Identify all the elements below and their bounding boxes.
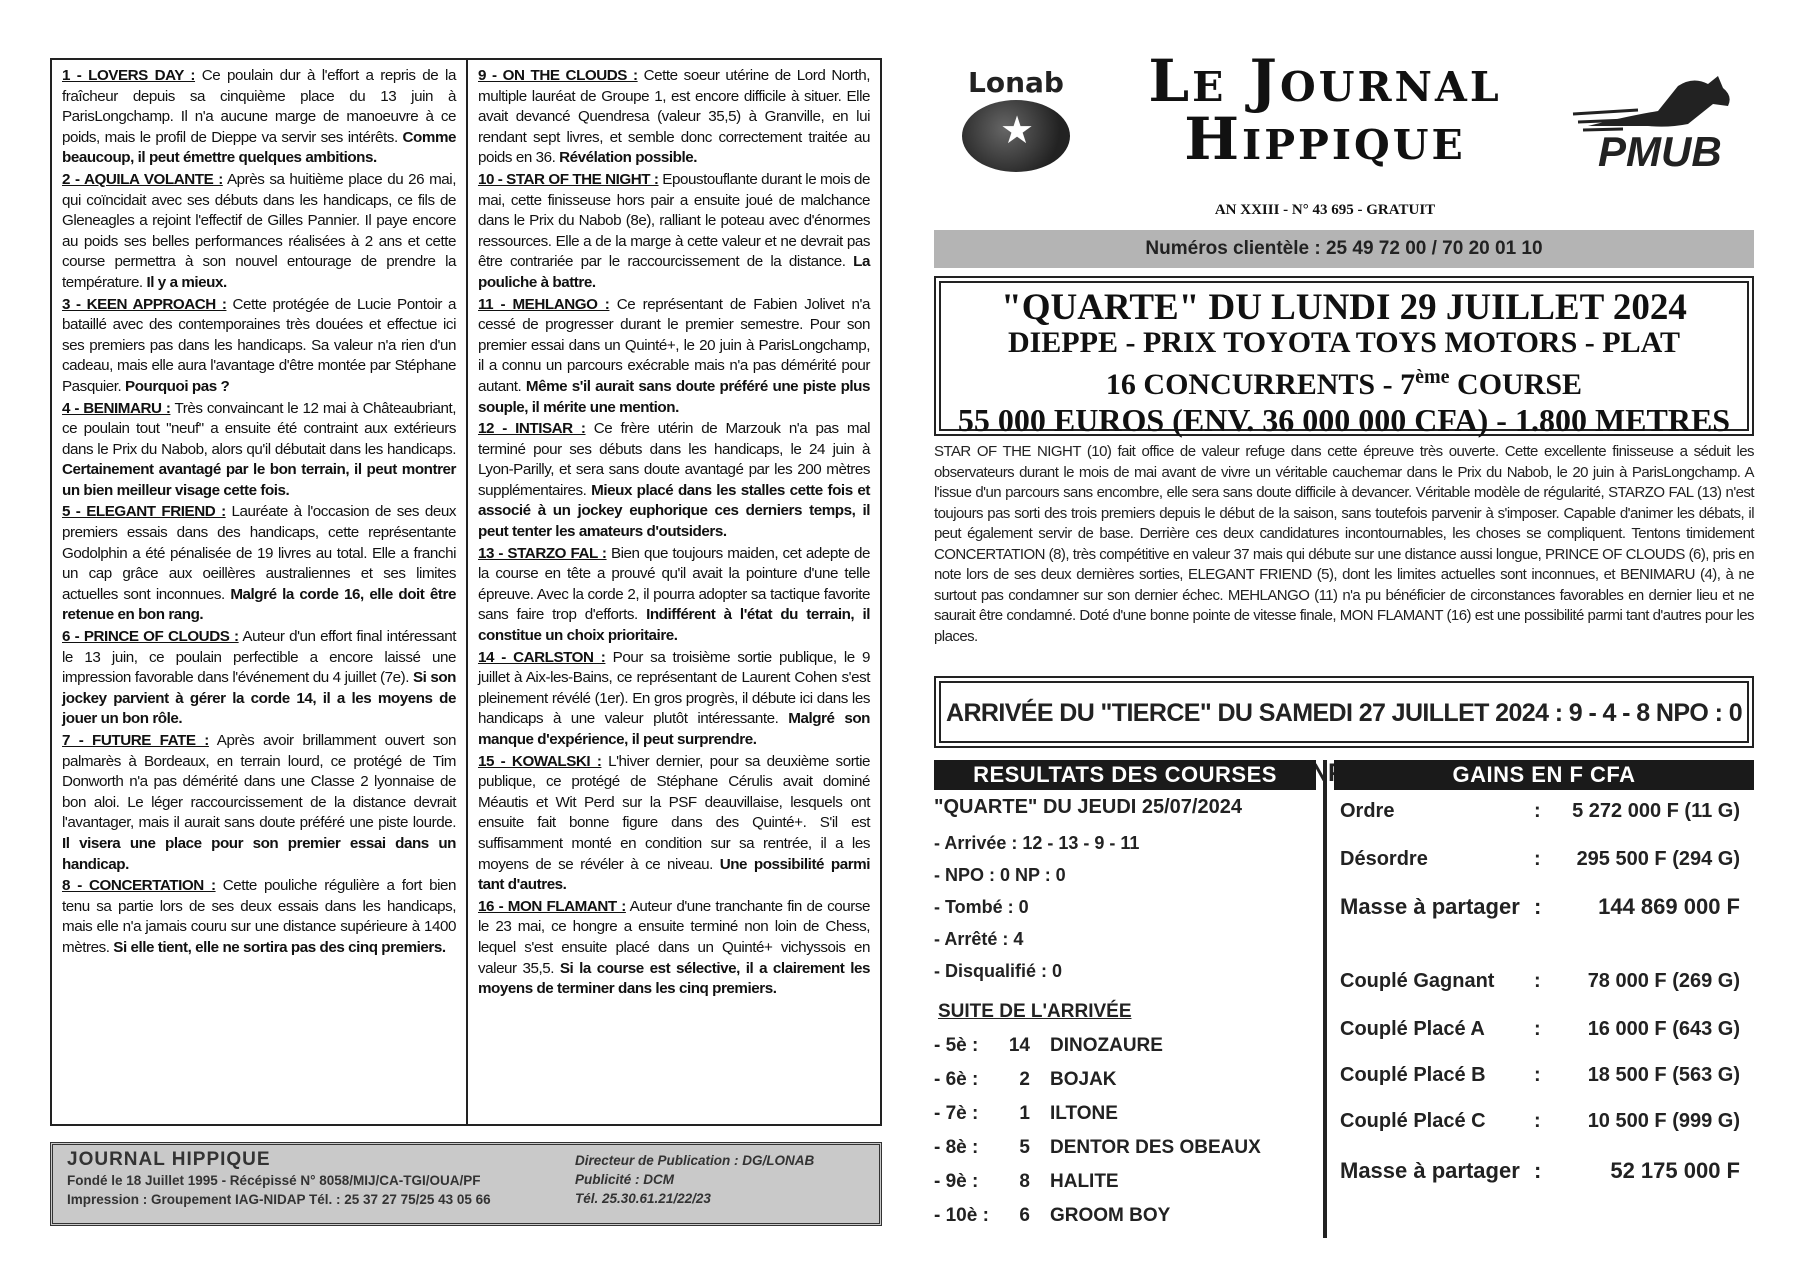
gain-row xyxy=(1334,848,1754,871)
horse-name: 10 - STAR OF THE NIGHT : xyxy=(478,170,659,188)
horse-comment xyxy=(478,752,870,896)
horse-comment xyxy=(478,544,870,647)
gain-sep: : xyxy=(1534,800,1541,822)
gain-value: 16 000 F (643 G) xyxy=(1587,1018,1740,1040)
horse-comment xyxy=(478,648,870,751)
comment-verdict: Si la course est sélective, il a clairement les moyens de terminer dans les cinq premiers. xyxy=(478,959,870,998)
horse-name: 6 - PRINCE OF CLOUDS : xyxy=(62,628,239,646)
comment-verdict: Mieux placé dans les stalles cette fois et associé à un jockey euphorique ces derniers temps, il peut tenter les amateurs d'outsiders. xyxy=(478,481,870,541)
comment-verdict: La pouliche à battre. xyxy=(478,253,870,291)
race-summary: STAR OF THE NIGHT (10) fait office de valeur refuge dans cette épreuve très ouverte. Cette excellente finisseuse a séduit les observateurs durant le mois de mai avant de vivre un véritable cauchemar dans le Prix du Nabob, le 20 juin à ParisLongchamp. A l'issue d'un parcours sans encombre, elle sera sans doute difficile à devancer. Véritable modèle de régularité, STARZO FAL (13) n'est toujours pas sorti des trois premiers depuis le début de la saison, sans toutefois parvenir à s'imposer. Capable d'animer les débats, il peut également servir de base. Derrière ces deux candidatures incontournables, les choses se compliquent. Tentons timidement CONCERTATION (8), très compétitive en valeur 37 mais qui débute sur une distance aussi longue, PRINCE OF CLOUDS (6), pris en note lors de ses deux dernières sorties, ELEGANT FRIEND (5), dont les limites actuelles sont inconnues, et BENIMARU (4), à ne surtout pas condamner sur son dernier échec. MEHLANGO (11) n'a pu bénéficier de circonstances favorables en dernier lieu et ne saurait être condamné. Doté d'une bonne pointe de vitesse finale, MON FLAMANT (16) est une possibilité parmi tant d'autres pour les places. xyxy=(934,443,1754,645)
suite-rank: - 10è : xyxy=(934,1205,989,1226)
horse-name: 16 - MON FLAMANT : xyxy=(478,897,626,915)
suite-name: ILTONE xyxy=(1050,1103,1118,1124)
suite-num: 14 xyxy=(1008,1035,1030,1056)
suite-rank: - 7è : xyxy=(934,1103,979,1124)
pmub-logo: PMUB xyxy=(1598,128,1722,175)
comment-text: Très convaincant le 12 mai à Châteaubriant, ce poulain tout "neuf" a ensuite été contraint aux extérieurs dans le Prix du Nabob, alors qu'il débutait dans les handicaps. xyxy=(62,399,456,458)
suite-num: 2 xyxy=(1019,1069,1030,1090)
horse-comment xyxy=(478,419,870,543)
comment-text: Cette pouliche régulière a fort bien tenu sa partie lors de ses deux essais dans les handicaps, mais elle n'a jamais couru sur une distance supérieure à 1400 mètres. xyxy=(62,877,457,956)
gain-row xyxy=(1334,894,1754,920)
horse-comment xyxy=(62,627,456,730)
comment-text: Lauréate à l'occasion de ses deux premiers essais dans des handicaps, cette représentante Godolphin a été pénalisée de 19 livres au total. Elle a franchi un cap grâce aux oeillères australiennes et ses limites actuelles sont inconnues. xyxy=(62,503,456,603)
column-divider xyxy=(1323,760,1327,1238)
horse-comment xyxy=(62,66,456,169)
gain-label: Couplé Placé B xyxy=(1340,1064,1486,1086)
result-arrivee: - Arrivée : 12 - 13 - 9 - 11 xyxy=(934,833,1140,853)
comment-verdict: Comme beaucoup, il peut émettre quelques ambitions. xyxy=(62,128,456,167)
horse-name: 3 - KEEN APPROACH : xyxy=(62,295,227,313)
race-title-box xyxy=(934,276,1754,436)
gain-label: Désordre xyxy=(1340,848,1428,870)
suite-name: BOJAK xyxy=(1050,1069,1117,1090)
footer-printing: Impression : Groupement IAG-NIDAP Tél. : 25 37 27 75/25 43 05 66 xyxy=(67,1192,491,1207)
comment-verdict: Certainement avantagé par le bon terrain, il peut montrer un bien meilleur visage cette fois. xyxy=(62,461,456,499)
gain-value: 18 500 F (563 G) xyxy=(1587,1064,1740,1086)
tierce-result: ARRIVÉE DU "TIERCE" DU SAMEDI 27 JUILLET 2024 : 9 - 4 - 8 NPO : 0 NP xyxy=(939,681,1749,743)
horse-name: 12 - INTISAR : xyxy=(478,420,586,438)
race-line-4: 55 000 EUROS (ENV. 36 000 000 CFA) - 1.800 METRES xyxy=(957,402,1731,438)
comment-text: Auteur d'un effort final intéressant le 13 juin, ce poulain perfectible a encore laissé une impression favorable dans l'événement du 4 juillet (7e). xyxy=(62,628,456,687)
suite-row xyxy=(934,1199,1316,1233)
gain-sep: : xyxy=(1534,1158,1542,1183)
horse-name: 2 - AQUILA VOLANTE : xyxy=(62,170,223,188)
masthead-title xyxy=(1100,47,1550,173)
comment-verdict: Malgré son manque d'expérience, il peut surprendre. xyxy=(478,710,870,748)
suite-num: 1 xyxy=(1019,1103,1030,1124)
gain-value: 295 500 F (294 G) xyxy=(1576,848,1740,870)
issue-info: AN XXIII - N° 43 695 - GRATUIT xyxy=(1214,202,1436,218)
horse-comment xyxy=(62,295,456,398)
suite-row xyxy=(934,1131,1316,1165)
lonab-star-icon: ★ xyxy=(1000,110,1035,152)
lonab-logo: Lonab xyxy=(968,66,1064,99)
gain-value: 5 272 000 F (11 G) xyxy=(1572,800,1740,822)
comment-verdict: Si son jockey parvient à gérer la corde 14, il a les moyens de jouer un bon rôle. xyxy=(62,669,457,728)
footer-phone: Tél. 25.30.61.21/22/23 xyxy=(575,1191,711,1206)
footer-title: JOURNAL HIPPIQUE xyxy=(67,1149,271,1170)
gain-row xyxy=(1334,1064,1754,1087)
horse-name: 1 - LOVERS DAY : xyxy=(62,67,196,84)
comment-text: Cette soeur utérine de Lord North, multiple lauréat de Groupe 1, est encore difficile à situer. Elle avait devancé Quendresa (valeur 35,5) à Granville, en lui rendant sept livres, et semble donc correctement traitée au poids en 36. xyxy=(478,67,871,167)
result-disqualifie: - Disqualifié : 0 xyxy=(934,961,1063,981)
suite-rank: - 9è : xyxy=(934,1171,979,1192)
gain-row xyxy=(1334,800,1754,823)
suite-name: GROOM BOY xyxy=(1050,1205,1171,1226)
suite-row xyxy=(934,1097,1316,1131)
horse-comment xyxy=(62,731,456,875)
result-arrete: - Arrêté : 4 xyxy=(934,929,1024,949)
masthead-line-1: Le Journal xyxy=(1148,47,1502,115)
gain-sep: : xyxy=(1534,970,1541,992)
horse-comment xyxy=(62,502,456,626)
suite-row xyxy=(934,1165,1316,1199)
gain-label: Couplé Placé A xyxy=(1340,1018,1485,1040)
gain-row xyxy=(1334,970,1754,993)
comment-verdict: Révélation possible. xyxy=(555,149,697,167)
comment-text: Bien que toujours maiden, cet adepte de la course en tête a prouvé qu'il avait la pointure d'une telle épreuve. Avec la corde 2, il pourra adopter sa tactique favorite sans faire trop d'efforts. xyxy=(478,544,870,624)
horse-name: 4 - BENIMARU : xyxy=(62,399,171,417)
gains-heading: GAINS EN F CFA xyxy=(1334,760,1754,790)
comment-text: Ce poulain dur à l'effort a repris de la fraîcheur depuis sa cinquième place du 13 juin à ParisLongchamp. Il n'a aucune marge de manoeuvre à ce poids, mais le profil de Dieppe va servir ses intérêts. xyxy=(62,67,456,146)
gain-value: 10 500 F (999 G) xyxy=(1587,1110,1740,1132)
race-line-2: DIEPPE - PRIX TOYOTA TOYS MOTORS - PLAT xyxy=(1007,326,1681,359)
horse-name: 11 - MEHLANGO : xyxy=(478,295,610,313)
race-line-3: 16 CONCURRENTS - 7ème COURSE xyxy=(1105,366,1583,401)
comment-verdict: Pourquoi pas ? xyxy=(121,377,230,395)
suite-row xyxy=(934,1029,1316,1063)
results-heading: RESULTATS DES COURSES xyxy=(934,760,1316,790)
publication-footer xyxy=(50,1142,882,1226)
horse-name: 15 - KOWALSKI : xyxy=(478,752,602,770)
comments-column-1 xyxy=(52,60,466,1124)
suite-name: HALITE xyxy=(1050,1171,1119,1192)
comment-text: Cette protégée de Lucie Pontoir a bataillé avec des contemporaines très douées et effectue ici ses premiers pas dans les handicaps. Sa valeur n'a rien d'un cadeau, mais elle aura l'avantage d'être montée par Stéphane Pasquier. xyxy=(62,295,457,395)
gain-row xyxy=(1334,1110,1754,1133)
suite-row xyxy=(934,1063,1316,1097)
comment-verdict: Même s'il aurait sans doute préféré une piste plus souple, il mérite une mention. xyxy=(478,377,870,416)
customer-phones: Numéros clientèle : 25 49 72 00 / 70 20 01 10 xyxy=(934,230,1754,268)
horse-comment xyxy=(62,399,456,502)
gain-sep: : xyxy=(1534,1110,1541,1132)
gain-sep: : xyxy=(1534,894,1542,919)
comment-verdict: Il y a mieux. xyxy=(142,273,227,291)
comment-text: Auteur d'une tranchante fin de course le 23 mai, ce hongre a ensuite terminé non loin de Chess, lequel s'est ensuite placé dans un Quinté+ vichyssois en valeur 35,5. xyxy=(478,897,870,977)
gain-row xyxy=(1334,1158,1754,1184)
horse-comments-box xyxy=(50,58,882,1126)
results-body xyxy=(934,796,1316,1233)
comment-text: Ce frère utérin de Marzouk n'a pas mal terminé pour ses débuts dans les handicaps, le 24 juin à Lyon-Parilly, et sera sans doute avantagé par les 200 mètres supplémentaires. xyxy=(478,420,870,499)
horse-name: 5 - ELEGANT FRIEND : xyxy=(62,503,226,521)
comment-verdict: Si elle tient, elle ne sortira pas des cinq premiers. xyxy=(109,938,446,956)
comment-text: Epoustouflante durant le mois de mai, cette finisseuse hors pair a ensuite joué de malchance dans le Prix du Nabob (8e), ralliant le poteau avec d'énormes ressources. Elle a de la marge à cette valeur et ne devrait pas être contrariée par le raccourcissement de la distance. xyxy=(478,170,871,271)
suite-num: 8 xyxy=(1019,1171,1030,1192)
gain-label: Masse à partager xyxy=(1340,1158,1520,1183)
suite-title: SUITE DE L'ARRIVÉE xyxy=(938,1001,1132,1022)
comment-text: Ce représentant de Fabien Jolivet n'a cessé de progresser durant le premier semestre. Pour son premier essai dans un Quinté+, le 20 juin à ParisLongchamp, il a connu un parcours exécrable mais n'a pas démérité pour autant. xyxy=(478,295,870,395)
gain-label: Masse à partager xyxy=(1340,894,1520,919)
horse-name: 9 - ON THE CLOUDS : xyxy=(478,67,638,84)
horse-name: 13 - STARZO FAL : xyxy=(478,544,607,562)
comments-column-2 xyxy=(466,60,880,1124)
horse-comment xyxy=(62,170,456,294)
gain-row xyxy=(1334,1018,1754,1041)
gain-sep: : xyxy=(1534,848,1541,870)
horse-comment xyxy=(478,295,870,419)
gain-sep: : xyxy=(1534,1064,1541,1086)
horse-name: 7 - FUTURE FATE : xyxy=(62,732,209,749)
comment-text: Après sa huitième place du 26 mai, qui coïncidait avec ses débuts dans les handicaps, ce fils de Gleneagles a rejoint l'effectif de Gilles Pannier. Il paye encore au poids ses belles performances réalisées à 2 ans et cette course permettra à son nouvel entourage de prendre la température. xyxy=(62,170,457,291)
gain-sep: : xyxy=(1534,1018,1541,1040)
horse-comment xyxy=(478,170,870,294)
suite-num: 5 xyxy=(1019,1137,1030,1158)
footer-advertising: Publicité : DCM xyxy=(575,1172,675,1187)
horse-comment xyxy=(62,876,456,958)
suite-name: DINOZAURE xyxy=(1050,1035,1163,1056)
gain-value: 78 000 F (269 G) xyxy=(1587,970,1740,992)
comment-verdict: Malgré la corde 16, elle doit être retenue en bon rang. xyxy=(62,585,456,624)
race-line-1: "QUARTE" DU LUNDI 29 JUILLET 2024 xyxy=(1001,287,1687,328)
gain-label: Couplé Placé C xyxy=(1340,1110,1486,1132)
horse-name: 14 - CARLSTON : xyxy=(478,648,606,666)
gain-value: 52 175 000 F xyxy=(1610,1158,1740,1183)
comment-verdict: Il visera une place pour son premier essai dans un handicap. xyxy=(62,834,456,873)
footer-founded: Fondé le 18 Juillet 1995 - Récépissé N° 8058/MIJ/CA-TGI/OUA/PF xyxy=(67,1173,481,1188)
gain-label: Ordre xyxy=(1340,800,1395,822)
comment-text: Après avoir brillamment ouvert son palmarès à Bordeaux, en terrain lourd, ce protégé de Tim Donworth n'a pas démérité dans une Classe 2 lyonnaise de bon aloi. Le léger raccourcissement de la distance devrait l'avantager, mais il aurait sans doute préféré une piste lourde. xyxy=(62,732,456,832)
horse-comment xyxy=(478,66,870,169)
footer-director: Directeur de Publication : DG/LONAB xyxy=(575,1153,815,1168)
suite-rank: - 8è : xyxy=(934,1137,979,1158)
horse-comment xyxy=(478,897,870,1000)
masthead-line-2: Hippique xyxy=(1184,105,1466,173)
comment-text: L'hiver dernier, pour sa deuxième sortie publique, ce protégé de Stéphane Cérulis avait dominé Méautis et Wit Perd sur la PSF deauvillaise, lesquels ont ensuite fait bonne figure dans des Quinté+. S'il est suffisamment monté en condition sur sa rentrée, il a les moyens de se révéler à ce niveau. xyxy=(478,752,870,873)
result-npo: - NPO : 0 NP : 0 xyxy=(934,865,1066,885)
result-tombe: - Tombé : 0 xyxy=(934,897,1029,917)
comment-verdict: Indifférent à l'état du terrain, il constitue un choix prioritaire. xyxy=(478,606,871,645)
horse-name: 8 - CONCERTATION : xyxy=(62,877,216,895)
quarte-date: "QUARTE" DU JEUDI 25/07/2024 xyxy=(934,796,1242,818)
gain-label: Couplé Gagnant xyxy=(1340,970,1495,992)
comment-verdict: Une possibilité parmi tant d'autres. xyxy=(478,855,870,894)
suite-rank: - 5è : xyxy=(934,1035,979,1056)
comment-text: Pour sa troisième sortie publique, le 9 juillet à Aix-les-Bains, ce représentant de Laurent Cohen s'est pleinement révélé (1er). En gros progrès, il débute ici dans les handicaps à une valeur plutôt intéressante. xyxy=(478,648,871,728)
suite-num: 6 xyxy=(1019,1205,1030,1226)
suite-rank: - 6è : xyxy=(934,1069,979,1090)
suite-name: DENTOR DES OBEAUX xyxy=(1050,1137,1261,1158)
gain-value: 144 869 000 F xyxy=(1598,894,1740,919)
